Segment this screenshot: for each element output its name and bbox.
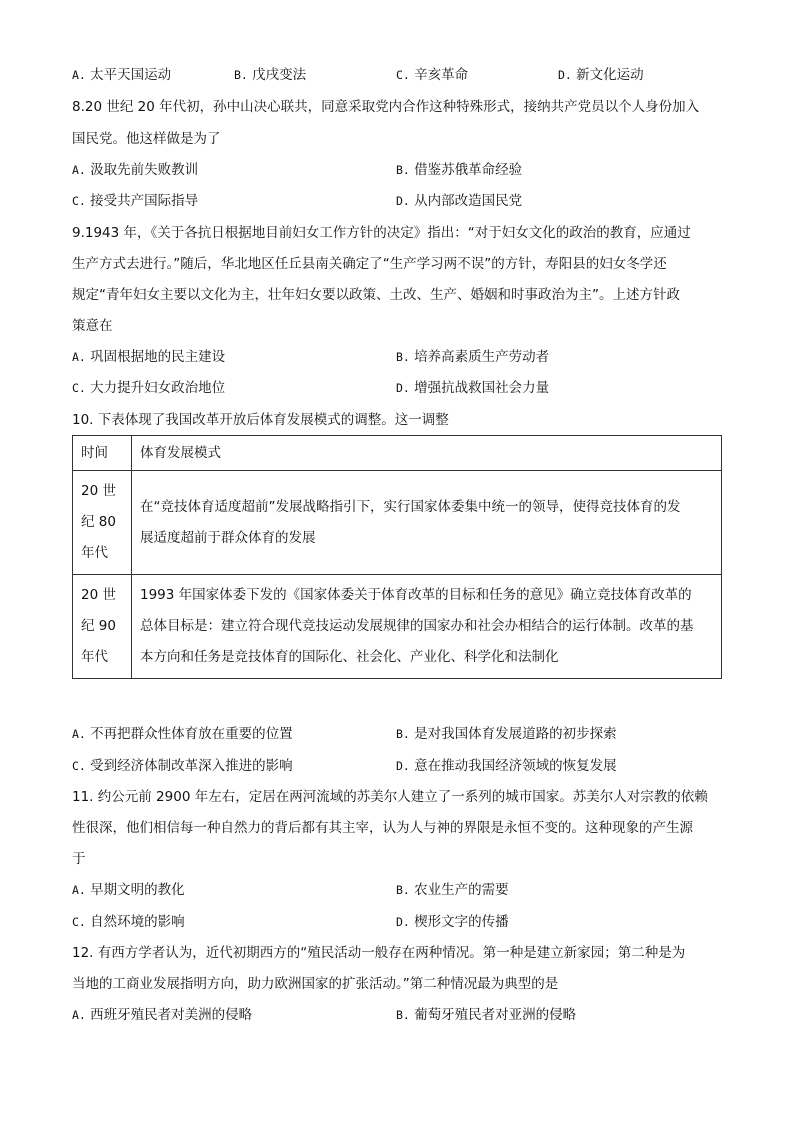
q10-option-a: A. 不再把群众性体育放在重要的位置 (72, 726, 293, 742)
table-header-row (73, 436, 722, 471)
q11-options-row-2 (72, 913, 732, 931)
q7-option-a: A. 太平天国运动 (72, 67, 172, 83)
table-cell-period (73, 471, 132, 575)
content-line: 1993 年国家体委下发的《国家体委关于体育改革的目标和任务的意见》确立竞技体育改革的 (140, 587, 692, 603)
q7-option-b: B. 戊戌变法 (234, 67, 307, 83)
q10-options-row-2 (72, 757, 732, 775)
q8-option-c: C. 接受共产国际指导 (72, 193, 199, 209)
q12-option-a: A. 西班牙殖民者对美洲的侵略 (72, 1007, 253, 1023)
q8-options-row-2 (72, 192, 732, 210)
q9-stem-line-3: 规定“青年妇女主要以文化为主，壮年妇女要以政策、土改、生产、婚姻和时事政治为主”。上述方针政 (72, 287, 680, 303)
q12-option-b: B. 葡萄牙殖民者对亚洲的侵略 (396, 1007, 577, 1023)
q7-option-c: C. 辛亥革命 (396, 67, 469, 83)
q10-stem: 10. 下表体现了我国改革开放后体育发展模式的调整。这一调整 (72, 412, 449, 428)
q11-option-a: A. 早期文明的教化 (72, 882, 185, 898)
q10-options-row-1 (72, 725, 732, 743)
q10-option-c: C. 受到经济体制改革深入推进的影响 (72, 758, 293, 774)
table-row (73, 575, 722, 679)
content-line: 展适度超前于群众体育的发展 (140, 529, 316, 546)
table-header-mode: 体育发展模式 (132, 436, 722, 471)
q8-option-b: B. 借鉴苏俄革命经验 (396, 162, 523, 178)
period-line: 20 世 (81, 587, 116, 603)
period-line: 年代 (81, 545, 108, 561)
table-cell-content (132, 575, 722, 679)
q11-stem-line-3: 于 (72, 851, 86, 867)
q9-options-row-2 (72, 379, 732, 397)
content-line: 本方向和任务是竞技体育的国际化、社会化、产业化、科学化和法制化 (140, 649, 559, 665)
q12-options-row-1 (72, 1006, 732, 1024)
q9-option-c: C. 大力提升妇女政治地位 (72, 380, 226, 396)
q11-option-c: C. 自然环境的影响 (72, 914, 185, 930)
table-header-period: 时间 (73, 436, 132, 471)
q8-options-row-1 (72, 161, 732, 179)
q9-option-b: B. 培养高素质生产劳动者 (396, 349, 550, 365)
table-cell-period (73, 575, 132, 679)
q10-table (72, 435, 722, 679)
q8-stem-line-2: 国民党。他这样做是为了 (72, 131, 221, 147)
q12-stem-line-1: 12. 有西方学者认为，近代初期西方的“殖民活动一般存在两种情况。第一种是建立新家园；第二种是为 (72, 945, 686, 961)
q8-option-a: A. 汲取先前失败教训 (72, 162, 199, 178)
q7-option-d: D. 新文化运动 (558, 67, 644, 83)
content-line: 总体目标是：建立符合现代竞技运动发展规律的国家办和社会办相结合的运行体制。改革的基 (140, 618, 694, 634)
q8-option-d: D. 从内部改造国民党 (396, 193, 523, 209)
q9-option-a: A. 巩固根据地的民主建设 (72, 349, 226, 365)
q7-options-row (72, 66, 732, 84)
period-line: 年代 (81, 649, 108, 665)
q9-stem-line-1: 9.1943 年，《关于各抗日根据地目前妇女工作方针的决定》指出：“对于妇女文化的政治的教育，应通过 (72, 225, 691, 241)
table-cell-content (132, 471, 722, 575)
q9-stem-line-4: 策意在 (72, 318, 113, 334)
table-row (73, 471, 722, 575)
content-line: 在“竞技体育适度超前”发展战略指引下，实行国家体委集中统一的领导，使得竞技体育的发 (140, 498, 681, 515)
q10-option-b: B. 是对我国体育发展道路的初步探索 (396, 726, 617, 742)
q9-option-d: D. 增强抗战救国社会力量 (396, 380, 550, 396)
q11-stem-line-1: 11. 约公元前 2900 年左右，定居在两河流域的苏美尔人建立了一系列的城市国家。苏美尔人对宗教的依赖 (72, 789, 708, 805)
period-line: 纪 80 (81, 514, 116, 530)
q9-options-row-1 (72, 348, 732, 366)
q10-option-d: D. 意在推动我国经济领域的恢复发展 (396, 758, 617, 774)
q9-stem-line-2: 生产方式去进行。”随后，华北地区任丘县南关确定了“生产学习两不误”的方针，寿阳县的妇女冬学还 (72, 256, 667, 272)
period-line: 20 世 (81, 483, 116, 499)
q11-options-row-1 (72, 881, 732, 899)
q12-stem-line-2: 当地的工商业发展指明方向，助力欧洲国家的扩张活动。”第二种情况最为典型的是 (72, 976, 559, 992)
q11-stem-line-2: 性很深，他们相信每一种自然力的背后都有其主宰，认为人与神的界限是永恒不变的。这种现象的产生源 (72, 820, 693, 836)
q11-option-b: B. 农业生产的需要 (396, 882, 509, 898)
period-line: 纪 90 (81, 618, 116, 634)
q11-option-d: D. 楔形文字的传播 (396, 914, 509, 930)
q8-stem-line-1: 8.20 世纪 20 年代初，孙中山决心联共，同意采取党内合作这种特殊形式，接纳共产党员以个人身份加入 (72, 99, 700, 115)
